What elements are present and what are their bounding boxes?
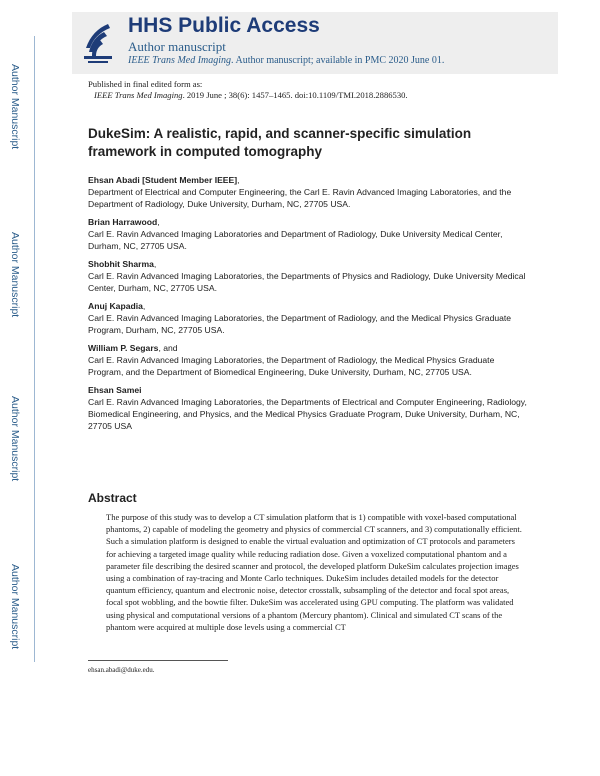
- author-entry: [88, 300, 528, 336]
- abstract-text: The purpose of this study was to develop a CT simulation platform that is 1) compatible with voxel-based computational phantoms, 2) capable of modeling the geometry and physics of commercial CT scanners, and 3) computationally efficient. Such a simulation platform is designed to enable the virtual evaluation and optimization of CT protocols and parameters for achieving a targeted image quality while reducing radiation dose. Given a voxelized computational phantom and a parameter file describing the desired scanner and protocol, the developed platform DukeSim calculates projection images using a combination of ray-tracing and Monte Carlo techniques. DukeSim includes detailed models for the detector quantum efficiency, quantum and electronic noise, detector crosstalk, subsampling of the detector and focal spot areas, focal spot wobbling, and the bowtie filter. DukeSim was accelerated using GPU computing. The platform was validated using physical and computational versions of a phantom (Mercury phantom). Clinical and simulated CT scans of the phantom were acquired at multiple dose levels using a commercial CT: [106, 512, 522, 632]
- citation: [88, 90, 408, 101]
- author-suffix: , and: [158, 343, 178, 353]
- sidebar-divider: [34, 36, 35, 662]
- author-affiliation: Carl E. Ravin Advanced Imaging Laboratories, the Department of Radiology, the Medical Physics Graduate Program, and the Department of Biomedical Engineering, Duke University, Durham, NC, 27705 USA.: [88, 355, 495, 377]
- paper-title: DukeSim: A realistic, rapid, and scanner-specific simulation framework in computed tomography: [88, 126, 472, 159]
- header-subtitle: Author manuscript: [128, 39, 226, 54]
- published-line: Published in final edited form as:: [88, 79, 203, 89]
- author-entry: [88, 258, 528, 294]
- sidebar-label-1: Author Manuscript: [9, 64, 21, 150]
- header-title: HHS Public Access: [128, 14, 320, 37]
- author-name: William P. Segars: [88, 343, 159, 353]
- author-entry: [88, 174, 528, 210]
- author-name: Ehsan Abadi [Student Member IEEE]: [88, 175, 238, 185]
- footnote-divider: [88, 660, 228, 661]
- header-journal: IEEE Trans Med Imaging: [128, 55, 232, 66]
- author-entry: [88, 384, 528, 432]
- author-affiliation: Department of Electrical and Computer Engineering, the Carl E. Ravin Advanced Imaging Laboratories, and the Department of Radiology, Duke University, Durham, NC, 27705 USA.: [88, 187, 512, 209]
- abstract-heading: Abstract: [88, 491, 137, 505]
- sidebar-label-3: Author Manuscript: [9, 396, 21, 482]
- footnote-email: ehsan.abadi@duke.edu.: [88, 666, 155, 674]
- author-affiliation: Carl E. Ravin Advanced Imaging Laboratories, the Department of Radiology, and the Medical Physics Graduate Program, Durham, NC, 27705 USA.: [88, 313, 512, 335]
- author-entry: [88, 342, 528, 378]
- author-affiliation: Carl E. Ravin Advanced Imaging Laboratories and Department of Radiology, Duke University Medical Center, Durham, NC, 27705 USA.: [88, 229, 503, 251]
- author-suffix: ,: [153, 259, 157, 269]
- author-name: Brian Harrawood: [88, 217, 158, 227]
- author-name: Anuj Kapadia: [88, 301, 143, 311]
- header-availability-text: . Author manuscript; available in PMC 2020 June 01.: [231, 55, 445, 66]
- citation-journal: IEEE Trans Med Imaging: [94, 90, 183, 100]
- author-affiliation: Carl E. Ravin Advanced Imaging Laboratories, the Departments of Physics and Radiology, Duke University Medical Center, Durham, NC, 27705 USA.: [88, 271, 526, 293]
- sidebar-label-2: Author Manuscript: [9, 232, 21, 318]
- author-suffix: ,: [237, 175, 240, 185]
- header-availability: [128, 55, 444, 66]
- author-name: Shobhit Sharma: [88, 259, 154, 269]
- author-entry: [88, 216, 528, 252]
- citation-details: . 2019 June ; 38(6): 1457–1465. doi:10.1109/TMI.2018.2886530.: [182, 90, 408, 100]
- author-name: Ehsan Samei: [88, 385, 142, 395]
- hhs-eagle-logo-icon: [78, 18, 118, 66]
- author-affiliation: Carl E. Ravin Advanced Imaging Laboratories, the Departments of Electrical and Computer Engineering, Radiology, Biomedical Engineering, and Physics, and the Medical Physics Graduate Program, Duke University, Durham, NC, 27705 USA: [88, 397, 527, 431]
- author-suffix: ,: [142, 301, 146, 311]
- author-suffix: ,: [157, 217, 160, 227]
- publication-info: [88, 79, 408, 101]
- author-list: [88, 174, 528, 438]
- sidebar-label-4: Author Manuscript: [9, 564, 21, 650]
